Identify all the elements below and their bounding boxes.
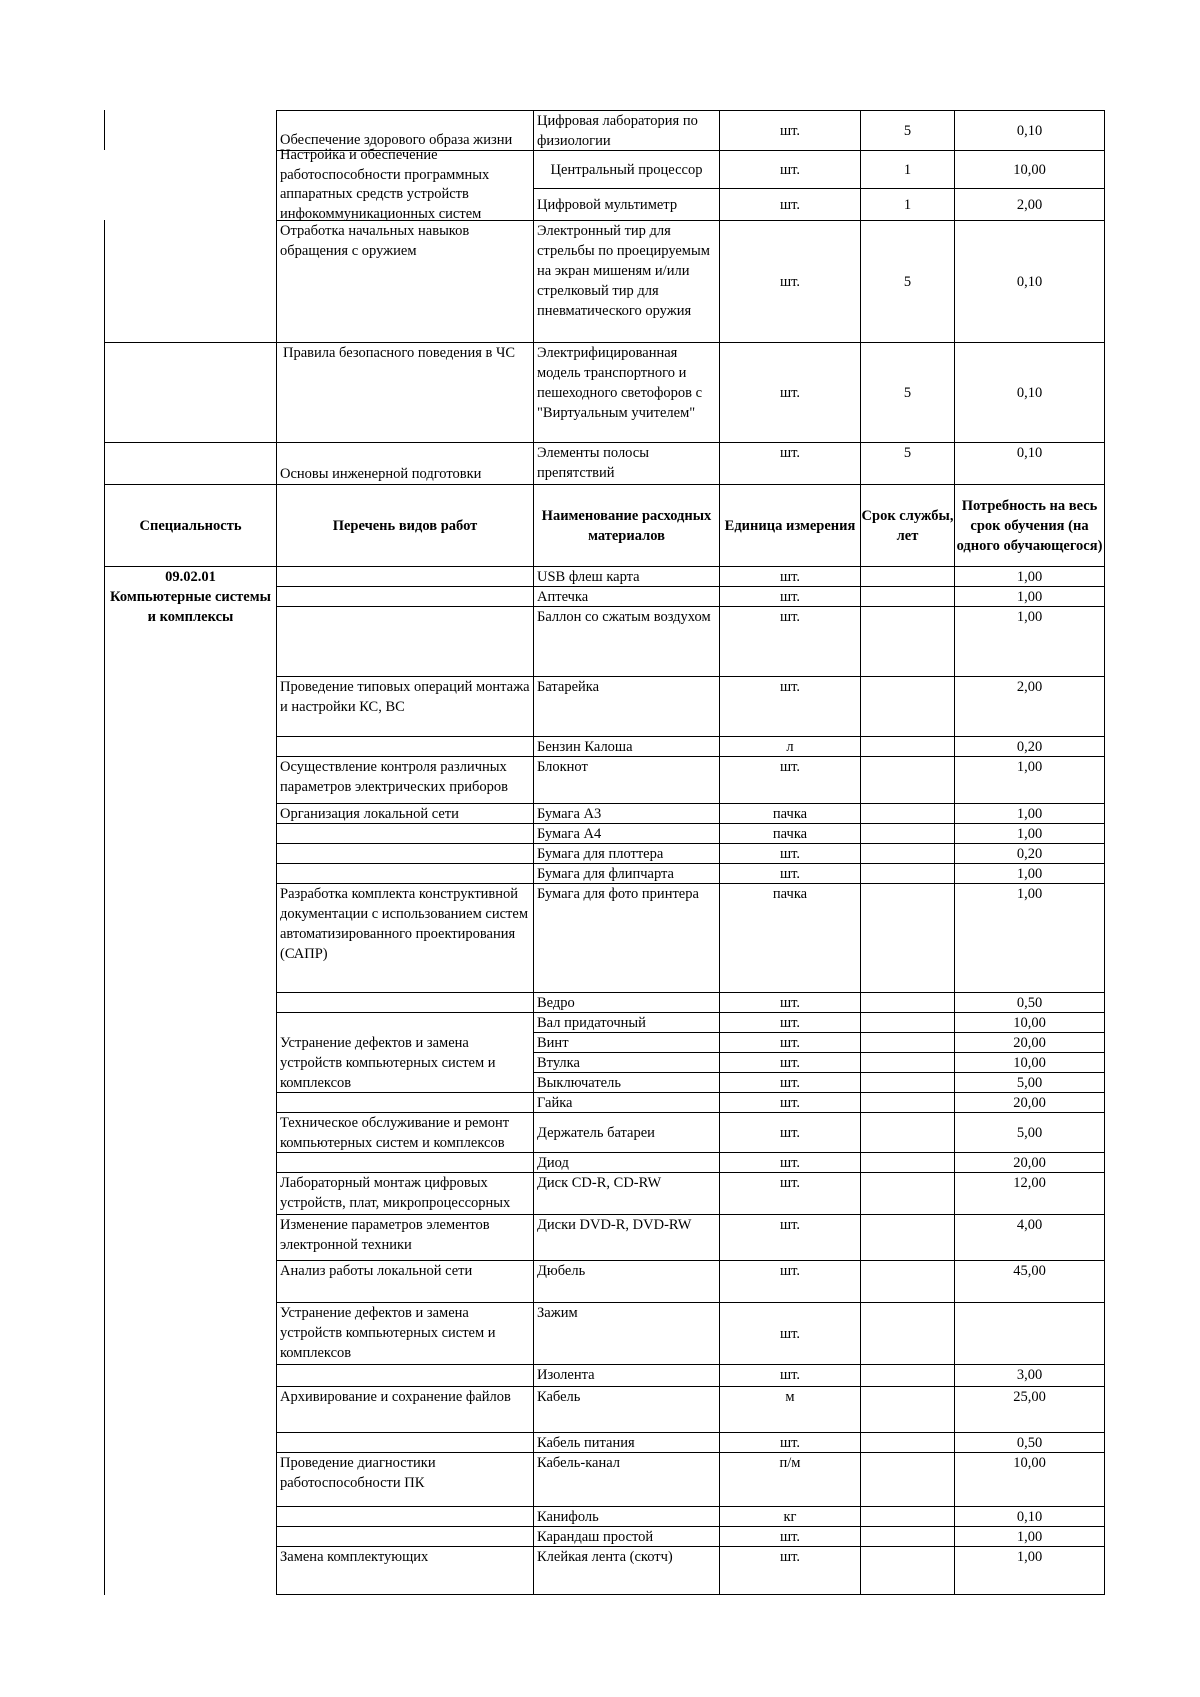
left-border-stub <box>104 110 105 150</box>
need-cell: 2,00 <box>1016 679 1043 695</box>
need-cell <box>955 1303 1104 1364</box>
work-row-line <box>276 1432 534 1433</box>
life-cell: 5 <box>903 273 912 290</box>
need-cell: 1,00 <box>1016 1529 1043 1545</box>
work-row-line <box>276 1092 534 1093</box>
work-cell: Организация локальной сети <box>280 806 459 822</box>
unit-cell: кг <box>783 1509 797 1525</box>
header-materials: Наименование расходных материалов <box>541 507 712 544</box>
material-cell: Вал придаточный <box>537 1015 646 1031</box>
left-border <box>104 220 105 485</box>
need-cell: 1,00 <box>1016 609 1043 625</box>
material-cell: Баллон со сжатым воздухом <box>537 609 711 625</box>
unit-cell: шт. <box>779 589 801 605</box>
material-cell: Канифоль <box>537 1509 599 1525</box>
need-cell: 0,20 <box>1016 846 1043 862</box>
need-cell: 1,00 <box>1016 866 1043 882</box>
need-cell: 1,00 <box>1016 759 1043 775</box>
unit-cell: п/м <box>779 1455 801 1471</box>
material-cell: Зажим <box>537 1305 578 1321</box>
material-cell: Блокнот <box>537 759 588 775</box>
unit-cell: шт. <box>779 1095 801 1111</box>
life-cell <box>861 1173 954 1214</box>
material-cell: Винт <box>537 1035 569 1051</box>
need-cell: 25,00 <box>1013 1389 1046 1405</box>
unit-cell: шт. <box>779 1367 801 1383</box>
unit-cell: пачка <box>772 826 808 842</box>
row-line <box>533 1594 1105 1595</box>
unit-cell: шт. <box>779 1263 801 1279</box>
header-need: Потребность на весь срок обучения (на одного обучающегося) <box>956 497 1103 554</box>
need-cell: 0,10 <box>1016 445 1043 461</box>
need-cell: 0,50 <box>1016 1435 1043 1451</box>
work-cell: Проведение типовых операций монтажа и настройки КС, ВС <box>280 679 530 715</box>
work-cell: Устранение дефектов и замена устройств компьютерных систем и комплексов <box>280 1035 496 1091</box>
unit-cell: м <box>785 1389 795 1405</box>
need-cell: 5,00 <box>1016 1075 1043 1091</box>
need-cell: 10,00 <box>1013 1015 1046 1031</box>
material-cell: Центральный процессор <box>550 161 703 178</box>
unit-cell: шт. <box>779 609 801 625</box>
material-cell: Бензин Калоша <box>537 739 633 755</box>
unit-cell: пачка <box>772 806 808 822</box>
life-cell <box>861 1387 954 1432</box>
need-cell: 0,10 <box>1016 273 1043 290</box>
need-cell: 1,00 <box>1016 569 1043 585</box>
life-cell <box>861 737 954 756</box>
material-cell: Электронный тир для стрельбы по проецируемым на экран мишеням и/или стрелковый тир для пневматического оружия <box>537 223 710 319</box>
life-cell <box>861 1033 954 1052</box>
work-row-line <box>276 863 534 864</box>
work-row-line <box>276 823 534 824</box>
material-cell: Кабель питания <box>537 1435 635 1451</box>
need-cell: 10,00 <box>1013 1455 1046 1471</box>
life-cell <box>861 677 954 736</box>
need-cell: 20,00 <box>1013 1155 1046 1171</box>
life-cell <box>861 1013 954 1032</box>
life-cell <box>861 607 954 676</box>
unit-cell: шт. <box>779 1325 801 1342</box>
life-cell <box>861 757 954 803</box>
work-cell: Настройка и обеспечение работоспособности программных аппаратных средств устройств инфокоммуникационных систем <box>280 147 490 220</box>
life-cell <box>861 1527 954 1546</box>
material-cell: Диск CD-R, CD-RW <box>537 1175 662 1191</box>
material-cell: Диод <box>537 1155 569 1171</box>
unit-cell: шт. <box>779 995 801 1011</box>
material-cell: Бумага для фото принтера <box>537 886 699 902</box>
unit-cell: шт. <box>779 1055 801 1071</box>
unit-cell: шт. <box>779 445 801 461</box>
life-cell <box>861 587 954 606</box>
unit-cell: шт. <box>779 196 801 213</box>
material-cell: Цифровая лаборатория по физиологии <box>537 113 698 149</box>
unit-cell: шт. <box>779 1155 801 1171</box>
unit-cell: шт. <box>779 1015 801 1031</box>
material-cell: Бумага А3 <box>537 806 602 822</box>
need-cell: 0,50 <box>1016 995 1043 1011</box>
header-specialty: Специальность <box>139 517 242 534</box>
need-cell: 5,00 <box>1016 1124 1043 1141</box>
life-cell: 1 <box>903 196 912 213</box>
unit-cell: шт. <box>779 1217 801 1233</box>
material-cell: Электрифицированная модель транспортного и пешеходного светофоров с "Виртуальным учителем" <box>537 345 703 421</box>
left-border <box>104 484 105 1595</box>
header-life: Срок службы, лет <box>861 507 954 544</box>
life-cell <box>861 844 954 863</box>
work-cell: Замена комплектующих <box>280 1549 429 1565</box>
material-cell: Кабель <box>537 1389 581 1405</box>
work-cell: Отработка начальных навыков обращения с оружием <box>280 223 470 259</box>
material-cell: Ведро <box>537 995 575 1011</box>
need-cell: 1,00 <box>1016 589 1043 605</box>
life-cell: 5 <box>903 445 912 461</box>
material-cell: Аптечка <box>537 589 589 605</box>
need-cell: 1,00 <box>1016 806 1043 822</box>
need-cell: 45,00 <box>1013 1263 1046 1279</box>
life-cell <box>861 1433 954 1452</box>
material-cell: Втулка <box>537 1055 580 1071</box>
unit-cell: шт. <box>779 1035 801 1051</box>
need-cell: 1,00 <box>1016 826 1043 842</box>
need-cell: 1,00 <box>1016 886 1043 902</box>
life-cell <box>861 824 954 843</box>
need-cell: 12,00 <box>1013 1175 1046 1191</box>
life-cell <box>861 864 954 883</box>
work-cell: Основы инженерной подготовки <box>280 466 482 482</box>
need-cell: 3,00 <box>1016 1367 1043 1383</box>
material-cell: Батарейка <box>537 679 600 695</box>
life-cell <box>861 567 954 586</box>
material-cell: USB флеш карта <box>537 569 640 585</box>
work-row-line <box>276 1152 534 1153</box>
life-cell <box>861 804 954 823</box>
life-cell <box>861 993 954 1012</box>
unit-cell: шт. <box>779 161 801 178</box>
header-works: Перечень видов работ <box>332 517 478 534</box>
material-cell: Изолента <box>537 1367 595 1383</box>
material-cell: Выключатель <box>537 1075 621 1091</box>
unit-cell: шт. <box>779 122 801 139</box>
unit-cell: шт. <box>779 1124 801 1141</box>
work-cell: Обеспечение здорового образа жизни <box>280 132 513 148</box>
material-cell: Кабель-канал <box>537 1455 621 1471</box>
life-cell: 5 <box>903 384 912 401</box>
life-cell <box>861 1547 954 1594</box>
work-row-line <box>276 1594 534 1595</box>
work-row-line <box>276 1526 534 1527</box>
need-cell: 4,00 <box>1016 1217 1043 1233</box>
specialty-name: Компьютерные системы и комплексы <box>110 589 271 625</box>
life-cell <box>861 1507 954 1526</box>
work-row-line <box>276 1364 534 1365</box>
unit-cell: шт. <box>779 759 801 775</box>
work-row-line <box>276 566 534 567</box>
right-border <box>1104 110 1105 1595</box>
life-cell <box>861 1093 954 1112</box>
work-row-line <box>276 586 534 587</box>
need-cell: 10,00 <box>1013 161 1046 178</box>
unit-cell: шт. <box>779 679 801 695</box>
material-cell: Диски DVD-R, DVD-RW <box>537 1217 692 1233</box>
need-cell: 0,10 <box>1016 122 1043 139</box>
work-cell: Осуществление контроля различных параметров электрических приборов <box>280 759 508 795</box>
work-row-line <box>276 992 534 993</box>
work-cell: Изменение параметров элементов электронной техники <box>280 1217 490 1253</box>
material-cell: Бумага для плоттера <box>537 846 664 862</box>
unit-cell: шт. <box>779 1435 801 1451</box>
life-cell <box>861 884 954 992</box>
work-cell: Техническое обслуживание и ремонт компьютерных систем и комплексов <box>280 1114 510 1151</box>
unit-cell: шт. <box>779 273 801 290</box>
work-row-line <box>276 606 534 607</box>
life-cell: 1 <box>903 161 912 178</box>
unit-cell: л <box>786 739 794 755</box>
material-cell: Держатель батареи <box>537 1124 655 1141</box>
material-cell: Цифровой мультиметр <box>537 196 678 213</box>
material-cell: Элементы полосы препятствий <box>537 445 649 481</box>
work-cell: Разработка комплекта конструктивной документации с использованием систем автоматизированного проектирования (САПР) <box>280 886 528 962</box>
life-cell <box>861 1261 954 1302</box>
work-row-line <box>276 843 534 844</box>
need-cell: 0,10 <box>1016 384 1043 401</box>
unit-cell: шт. <box>779 1175 801 1191</box>
material-cell: Гайка <box>537 1095 573 1111</box>
work-cell: Архивирование и сохранение файлов <box>280 1389 511 1405</box>
life-cell <box>861 1153 954 1172</box>
work-cell: Лабораторный монтаж цифровых устройств, плат, микропроцессорных <box>280 1175 511 1211</box>
need-cell: 1,00 <box>1016 1549 1043 1565</box>
life-cell <box>861 1053 954 1072</box>
work-cell: Правила безопасного поведения в ЧС <box>283 345 516 361</box>
life-cell <box>861 1365 954 1386</box>
unit-cell: шт. <box>779 384 801 401</box>
unit-cell: шт. <box>779 866 801 882</box>
header-unit: Единица измерения <box>724 517 856 534</box>
material-cell: Клейкая лента (скотч) <box>537 1549 673 1565</box>
life-cell <box>861 1453 954 1506</box>
material-cell: Бумага для флипчарта <box>537 866 674 882</box>
unit-cell: пачка <box>772 886 808 902</box>
life-cell <box>861 1073 954 1092</box>
unit-cell: шт. <box>779 1075 801 1091</box>
need-cell: 10,00 <box>1013 1055 1046 1071</box>
specialty-cell <box>105 567 276 637</box>
work-row-line <box>276 1506 534 1507</box>
need-cell: 0,10 <box>1016 1509 1043 1525</box>
need-cell: 20,00 <box>1013 1095 1046 1111</box>
unit-cell: шт. <box>779 569 801 585</box>
life-cell: 5 <box>903 122 912 139</box>
work-cell: Анализ работы локальной сети <box>280 1263 473 1279</box>
material-cell: Дюбель <box>537 1263 586 1279</box>
unit-cell: шт. <box>779 1549 801 1565</box>
specialty-code: 09.02.01 <box>165 569 216 585</box>
need-cell: 20,00 <box>1013 1035 1046 1051</box>
work-cell: Устранение дефектов и замена устройств компьютерных систем и комплексов <box>280 1305 496 1361</box>
unit-cell: шт. <box>779 1529 801 1545</box>
life-cell <box>861 1303 954 1364</box>
need-cell: 0,20 <box>1016 739 1043 755</box>
need-cell: 2,00 <box>1016 196 1043 213</box>
life-cell <box>861 1113 954 1152</box>
material-cell: Бумага А4 <box>537 826 602 842</box>
work-row-line <box>276 1012 534 1013</box>
material-cell: Карандаш простой <box>537 1529 654 1545</box>
work-row-line <box>276 736 534 737</box>
unit-cell: шт. <box>779 846 801 862</box>
life-cell <box>861 1215 954 1260</box>
work-cell: Проведение диагностики работоспособности ПК <box>280 1455 436 1491</box>
